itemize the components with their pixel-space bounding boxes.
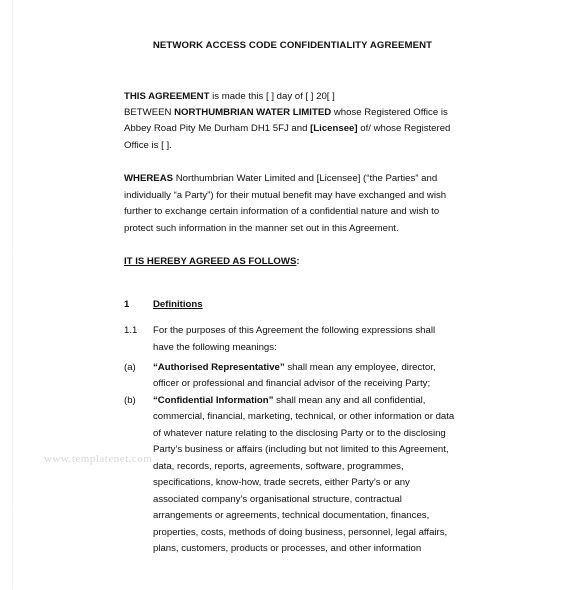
def-b-line: plans, customers, products or processes, and other information: [153, 543, 422, 554]
clause-1-1-line-1: For the purposes of this Agreement the following expressions shall: [153, 325, 436, 336]
def-b-line: Party’s business or affairs (including but not limited to this Agreement,: [153, 444, 449, 455]
document-title: NETWORK ACCESS CODE CONFIDENTIALITY AGREEMENT: [152, 40, 433, 51]
whereas-line-1: WHEREAS Northumbrian Water Limited and [Licensee] (“the Parties” and: [124, 173, 438, 184]
section-1-number: 1: [124, 299, 130, 310]
whereas-line-2: individually “a Party”) for their mutual benefit may have exchanged and wish: [124, 190, 447, 201]
agreed-heading: IT IS HEREBY AGREED AS FOLLOWS:: [124, 256, 300, 267]
intro-line-1: THIS AGREEMENT is made this [ ] day of [ ] 20[ ]: [124, 91, 335, 102]
page-edge-shadow: [12, 0, 14, 590]
def-b-line-1: “Confidential Information” shall mean any and all confidential,: [153, 395, 426, 406]
section-1-heading: Definitions: [153, 299, 203, 310]
watermark: www.templatenet.com: [44, 453, 153, 465]
def-b-marker: (b): [124, 395, 136, 406]
def-b-line: associated company’s organisational structure, contractual: [153, 494, 402, 505]
def-a-line-1: “Authorised Representative” shall mean any employee, director,: [153, 362, 436, 373]
def-b-line: of whatever nature relating to the disclosing Party or to the disclosing: [153, 428, 446, 439]
intro-line-2: BETWEEN NORTHUMBRIAN WATER LIMITED whose Registered Office is: [124, 107, 448, 118]
def-b-line: specifications, know-how, trade secrets, either Party’s or any: [153, 477, 410, 488]
def-b-line: data, records, reports, agreements, software, programmes,: [153, 461, 404, 472]
intro-line-3: Abbey Road Pity Me Durham DH1 5FJ and [Licensee] of/ whose Registered: [124, 123, 451, 134]
intro-line-4: Office is [ ].: [124, 140, 172, 151]
clause-1-1-number: 1.1: [124, 325, 138, 336]
def-a-marker: (a): [124, 362, 136, 373]
def-b-line: commercial, financial, marketing, technical, or other information or data: [153, 411, 455, 422]
clause-1-1-line-2: have the following meanings:: [153, 342, 277, 353]
whereas-line-3: further to exchange certain information of a confidential nature and wish to: [124, 206, 440, 217]
def-b-line: arrangements or agreements, technical documentation, finances,: [153, 510, 430, 521]
whereas-line-4: protect such information in the manner set out in this Agreement.: [124, 223, 399, 234]
def-a-line-2: officer or professional and financial advisor of the receiving Party;: [153, 378, 431, 389]
def-b-line: properties, costs, methods of doing business, personnel, legal affairs,: [153, 527, 448, 538]
